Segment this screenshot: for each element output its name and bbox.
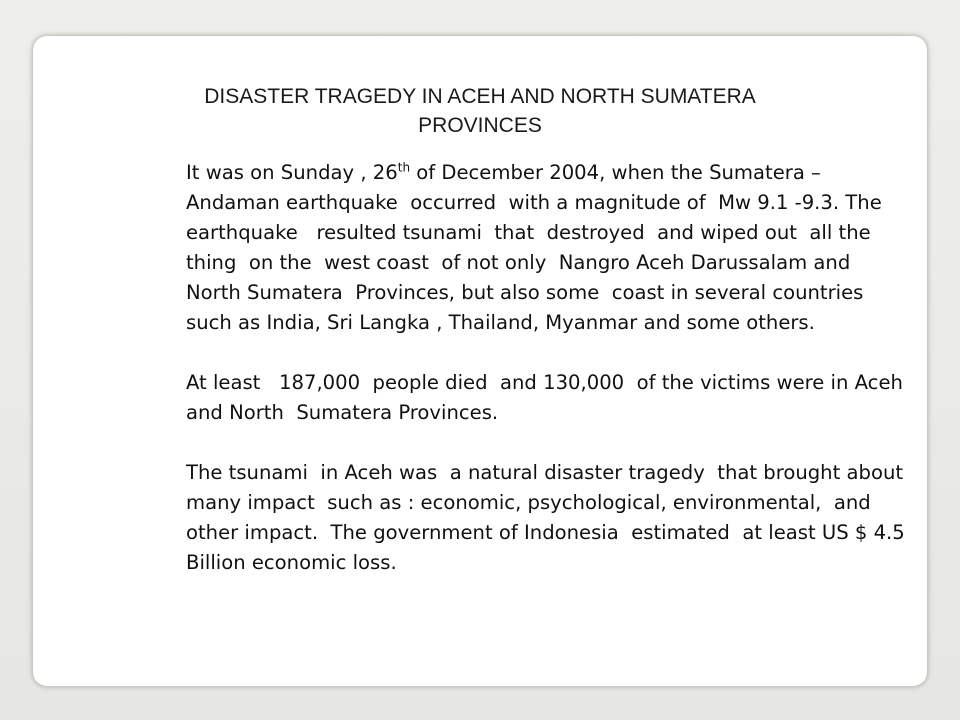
slide-body	[186, 158, 916, 578]
paragraph-casualties: At least 187,000 people died and 130,000 of the victims were in Aceh and North Sumatera Provinces.	[186, 371, 910, 424]
ordinal-suffix: th	[397, 160, 411, 175]
paragraph-date-magnitude	[186, 158, 906, 338]
paragraph-text-post: of December 2004, when the Sumatera –Andaman earthquake occurred with a magnitude of Mw 9.1 -9.3. The earthquake resulted tsunami that destroyed and wiped out all the thing on the west coast of not only Nangro Aceh Darussalam and North Sumatera Provinces, but also some coast in several countries such as India, Sri Langka , Thailand, Myanmar and some others.	[186, 161, 888, 334]
paragraph-impact: The tsunami in Aceh was a natural disaster tragedy that brought about many impact such as : economic, psychological, environmental, and other impact. The government of Indonesia estimated at least US $ 4.5 Billion economic loss.	[186, 461, 916, 574]
slide-title: DISASTER TRAGEDY IN ACEH AND NORTH SUMATERA PROVINCES	[204, 85, 756, 137]
paragraph-text-pre: It was on Sunday , 26	[186, 161, 398, 184]
slide	[33, 36, 927, 686]
